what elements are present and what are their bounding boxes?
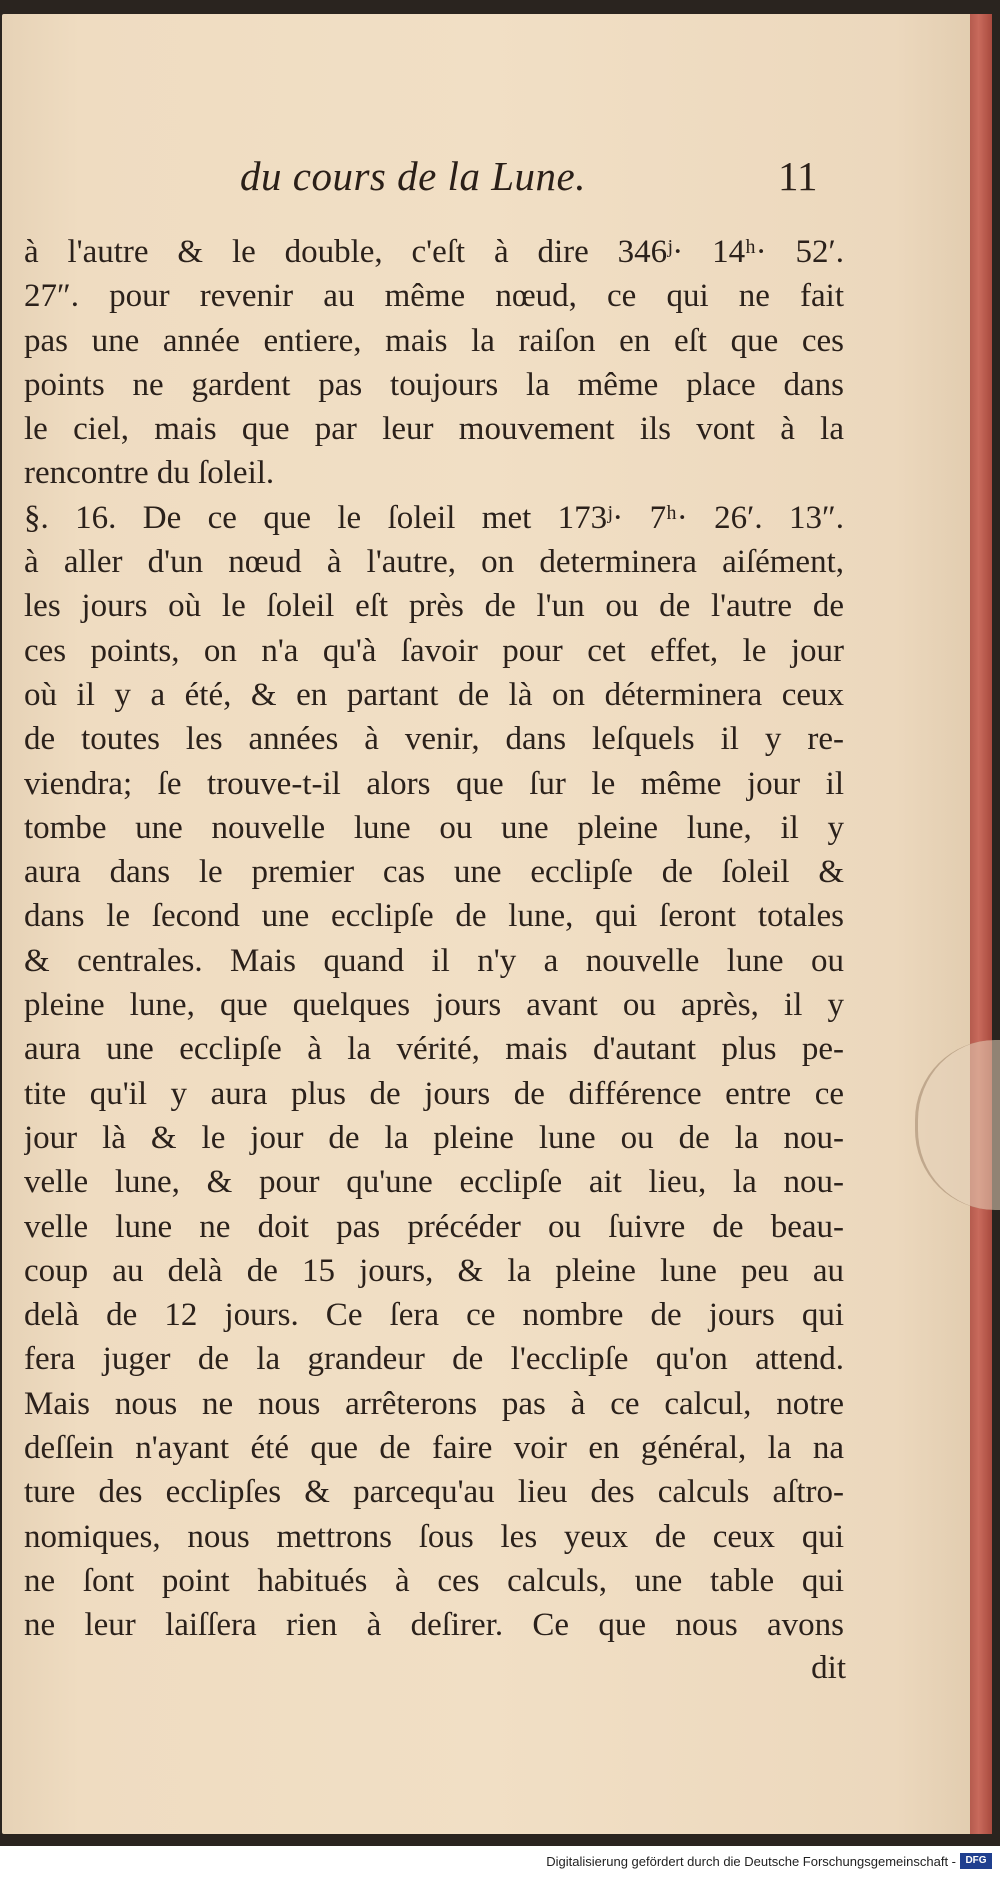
text-line: tombe une nouvelle lune ou une pleine lune, il y — [24, 809, 844, 846]
text-line: le ciel, mais que par leur mouvement ils vont à la — [24, 411, 844, 448]
text-line: delà de 12 jours. Ce ſera ce nombre de jours qui — [24, 1297, 844, 1334]
text-line: tite qu'il y aura plus de jours de différence entre ce — [24, 1075, 844, 1112]
text-line: de toutes les années à venir, dans leſquels il y re- — [24, 721, 844, 758]
digitization-footer — [0, 1846, 1000, 1879]
text-line: & centrales. Mais quand il n'y a nouvelle lune ou — [24, 942, 844, 979]
dfg-logo: DFG — [960, 1853, 992, 1869]
text-line: rencontre du ſoleil. — [24, 455, 275, 492]
text-line: ces points, on n'a qu'à ſavoir pour cet effet, le jour — [24, 632, 844, 669]
text-line: aura dans le premier cas une ecclipſe de ſoleil & — [24, 854, 844, 891]
text-line: 27″. pour revenir au même nœud, ce qui ne fait — [24, 278, 844, 315]
page-header — [0, 148, 970, 208]
text-line: ne ſont point habitués à ces calculs, une table qui — [24, 1562, 844, 1599]
text-line: les jours où le ſoleil eſt près de l'un ou de l'autre de — [24, 588, 844, 625]
text-line: ture des ecclipſes & parcequ'au lieu des calculs aſtro- — [24, 1474, 844, 1511]
catchword: dit — [811, 1650, 846, 1686]
text-line: ne leur laiſſera rien à deſirer. Ce que nous avons — [24, 1607, 844, 1644]
text-line: Mais nous ne nous arrêterons pas à ce calcul, notre — [24, 1385, 844, 1422]
text-line: pleine lune, que quelques jours avant ou après, il y — [24, 987, 844, 1024]
funding-credit: Digitalisierung gefördert durch die Deutsche Forschungsgemeinschaft - — [546, 1854, 956, 1869]
text-line: à aller d'un nœud à l'autre, on determinera aiſément, — [24, 544, 844, 581]
running-title: du cours de la Lune. — [240, 153, 586, 199]
text-line: velle lune ne doit pas précéder ou ſuivre de beau- — [24, 1208, 844, 1245]
text-line: coup au delà de 15 jours, & la pleine lune peu au — [24, 1252, 844, 1289]
text-line: points ne gardent pas toujours la même place dans — [24, 366, 844, 403]
text-line: jour là & le jour de la pleine lune ou de la nou- — [24, 1119, 844, 1156]
text-line: à l'autre & le double, c'eſt à dire 346ʲ· 14ʰ· 52′. — [24, 234, 844, 270]
text-line: pas une année entiere, mais la raiſon en eſt que ces — [24, 322, 844, 359]
page-edge — [970, 14, 992, 1834]
text-line: nomiques, nous mettrons ſous les yeux de ceux qui — [24, 1518, 844, 1555]
text-line: deſſein n'ayant été que de faire voir en général, la na — [24, 1430, 844, 1467]
text-line: velle lune, & pour qu'une ecclipſe ait lieu, la nou- — [24, 1164, 844, 1201]
text-line: §. 16. De ce que le ſoleil met 173ʲ· 7ʰ· 26′. 13″. — [24, 499, 844, 536]
body-text — [24, 230, 844, 1648]
text-line: viendra; ſe trouve-t-il alors que ſur le même jour il — [24, 765, 844, 802]
text-line: fera juger de la grandeur de l'ecclipſe qu'on attend. — [24, 1341, 844, 1378]
text-line: aura une ecclipſe à la vérité, mais d'autant plus pe- — [24, 1031, 844, 1068]
text-line: dans le ſecond une ecclipſe de lune, qui ſeront totales — [24, 898, 844, 935]
page-number: 11 — [778, 153, 818, 199]
text-line: où il y a été, & en partant de là on déterminera ceux — [24, 676, 844, 713]
